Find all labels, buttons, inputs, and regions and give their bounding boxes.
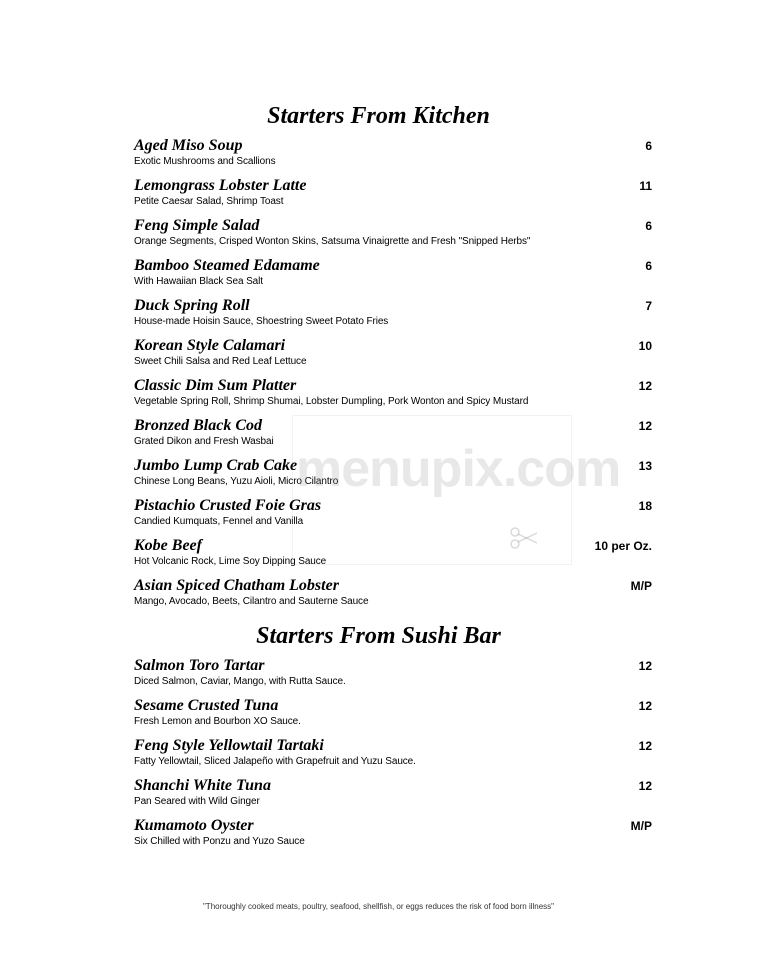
menu-item xyxy=(134,497,652,533)
item-description: Petite Caesar Salad, Shrimp Toast xyxy=(134,196,284,207)
section-title-kitchen: Starters From Kitchen xyxy=(267,103,490,129)
item-description: Fresh Lemon and Bourbon XO Sauce. xyxy=(134,716,301,727)
item-name: Jumbo Lump Crab Cake xyxy=(134,457,298,474)
item-description: Grated Dikon and Fresh Wasbai xyxy=(134,436,274,447)
item-price: 6 xyxy=(645,259,652,273)
item-price: 12 xyxy=(638,699,652,713)
menu-item xyxy=(134,137,652,173)
item-price: 7 xyxy=(645,299,652,313)
item-price: M/P xyxy=(630,819,652,833)
menu-item xyxy=(134,457,652,493)
item-price: M/P xyxy=(630,579,652,593)
menu-item xyxy=(134,697,652,733)
item-description: Chinese Long Beans, Yuzu Aioli, Micro Cilantro xyxy=(134,476,339,487)
item-description: Diced Salmon, Caviar, Mango, with Rutta Sauce. xyxy=(134,676,346,687)
menu-item xyxy=(134,337,652,373)
item-description: Pan Seared with Wild Ginger xyxy=(134,796,260,807)
item-description: Vegetable Spring Roll, Shrimp Shumai, Lobster Dumpling, Pork Wonton and Spicy Mustard xyxy=(134,396,529,407)
item-description: Orange Segments, Crisped Wonton Skins, Satsuma Vinaigrette and Fresh "Snipped Herbs" xyxy=(134,236,531,247)
item-price: 18 xyxy=(638,499,652,513)
item-price: 12 xyxy=(638,739,652,753)
item-price: 12 xyxy=(638,659,652,673)
item-name: Lemongrass Lobster Latte xyxy=(134,177,307,194)
menu-item xyxy=(134,177,652,213)
item-description: Hot Volcanic Rock, Lime Soy Dipping Sauce xyxy=(134,556,327,567)
item-name: Feng Style Yellowtail Tartaki xyxy=(134,737,324,754)
food-safety-disclaimer: "Thoroughly cooked meats, poultry, seafood, shellfish, or eggs reduces the risk of food born illness" xyxy=(202,902,555,911)
item-price: 12 xyxy=(638,419,652,433)
item-description: With Hawaiian Black Sea Salt xyxy=(134,276,263,287)
item-price: 12 xyxy=(638,779,652,793)
item-description: Sweet Chili Salsa and Red Leaf Lettuce xyxy=(134,356,307,367)
menu-item xyxy=(134,257,652,293)
item-name: Bamboo Steamed Edamame xyxy=(134,257,320,274)
item-name: Kumamoto Oyster xyxy=(134,817,254,834)
menu-item xyxy=(134,777,652,813)
menu-item xyxy=(134,657,652,693)
item-description: Fatty Yellowtail, Sliced Jalapeño with Grapefruit and Yuzu Sauce. xyxy=(134,756,416,767)
item-description: Six Chilled with Ponzu and Yuzo Sauce xyxy=(134,836,305,847)
item-name: Kobe Beef xyxy=(134,537,202,554)
item-name: Korean Style Calamari xyxy=(134,337,286,354)
item-price: 10 xyxy=(638,339,652,353)
item-price: 13 xyxy=(638,459,652,473)
item-name: Classic Dim Sum Platter xyxy=(134,377,297,394)
menu-item xyxy=(134,417,652,453)
menu-item xyxy=(134,537,652,573)
watermark-logo-text: menupix.com xyxy=(296,440,621,498)
menu-item xyxy=(134,737,652,773)
item-description: Candied Kumquats, Fennel and Vanilla xyxy=(134,516,304,527)
item-name: Salmon Toro Tartar xyxy=(134,657,265,674)
menu-item xyxy=(134,577,652,613)
item-name: Feng Simple Salad xyxy=(134,217,260,234)
item-price: 6 xyxy=(645,139,652,153)
item-description: Exotic Mushrooms and Scallions xyxy=(134,156,276,167)
item-name: Shanchi White Tuna xyxy=(134,777,271,794)
menu-item xyxy=(134,377,652,413)
menu-item xyxy=(134,217,652,253)
section-title-sushi-bar: Starters From Sushi Bar xyxy=(256,623,501,649)
item-price: 10 per Oz. xyxy=(594,539,652,553)
menu-item xyxy=(134,297,652,333)
menu-item xyxy=(134,817,652,853)
item-price: 12 xyxy=(638,379,652,393)
item-name: Aged Miso Soup xyxy=(134,137,243,154)
item-price: 11 xyxy=(639,179,652,193)
item-price: 6 xyxy=(645,219,652,233)
item-name: Asian Spiced Chatham Lobster xyxy=(134,577,339,594)
item-description: Mango, Avocado, Beets, Cilantro and Sauterne Sauce xyxy=(134,596,369,607)
item-name: Sesame Crusted Tuna xyxy=(134,697,279,714)
item-name: Bronzed Black Cod xyxy=(134,417,263,434)
item-name: Duck Spring Roll xyxy=(134,297,250,314)
item-description: House-made Hoisin Sauce, Shoestring Sweet Potato Fries xyxy=(134,316,389,327)
item-name: Pistachio Crusted Foie Gras xyxy=(134,497,322,514)
